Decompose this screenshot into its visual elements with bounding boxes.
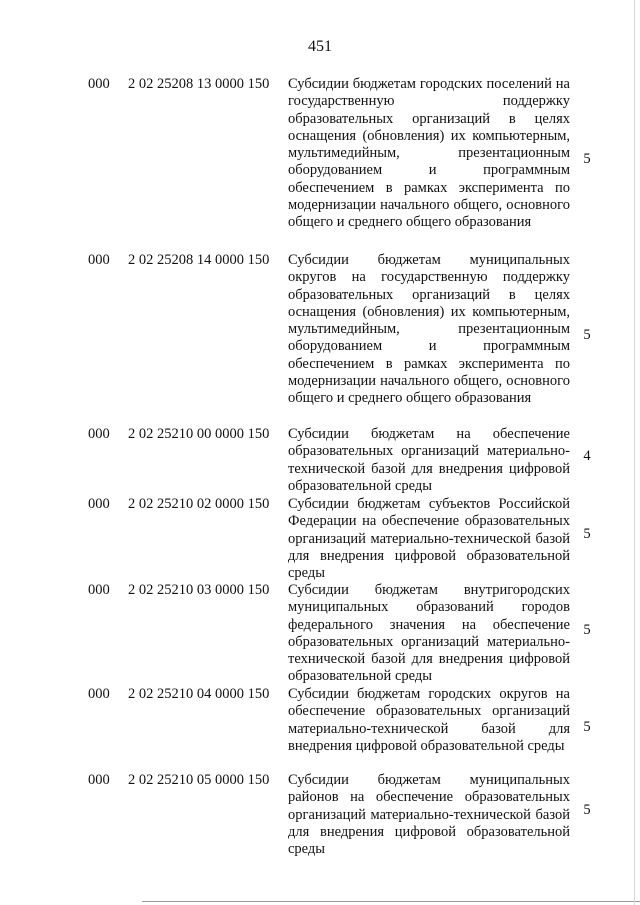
budget-classification-code: 2 02 25210 03 0000 150 [128, 582, 270, 598]
row-value: 4 [583, 448, 591, 464]
row-value: 5 [583, 622, 591, 638]
admin-code: 000 [88, 496, 110, 512]
row-value: 5 [583, 719, 591, 735]
income-name: Субсидии бюджетам муниципальных округов на государственную поддержку образовательных организаций в целях оснащения (обновления) их компьютерным, мультимедийным, презентационным оборудованием и программным обеспечением в рамках эксперимента по модернизации начального общего, основного общего и среднего общего образования [288, 252, 570, 407]
table-row [0, 76, 640, 252]
budget-classification-code: 2 02 25208 13 0000 150 [128, 76, 270, 92]
budget-classification-code: 2 02 25210 04 0000 150 [128, 686, 270, 702]
scan-edge-line [634, 0, 635, 905]
admin-code: 000 [88, 76, 110, 92]
row-value: 5 [583, 526, 591, 542]
income-name: Субсидии бюджетам муниципальных районов на обеспечение образовательных организаций материально-технической базой для внедрения цифровой образовательной среды [288, 772, 570, 858]
income-name: Субсидии бюджетам городских поселений на государственную поддержку образовательных организаций в целях оснащения (обновления) их компьютерным, мультимедийным, презентационным оборудованием и программным обеспечением в рамках эксперимента по модернизации начального общего, основного общего и среднего общего образования [288, 76, 570, 231]
scan-edge-line [142, 901, 640, 902]
budget-classification-code: 2 02 25210 05 0000 150 [128, 772, 270, 788]
table-row [0, 496, 640, 582]
income-name: Субсидии бюджетам городских округов на обеспечение образовательных организаций материально-технической базой для внедрения цифровой образовательной среды [288, 686, 570, 754]
budget-classification-code: 2 02 25210 02 0000 150 [128, 496, 270, 512]
budget-classification-code: 2 02 25210 00 0000 150 [128, 426, 270, 442]
admin-code: 000 [88, 252, 110, 268]
admin-code: 000 [88, 686, 110, 702]
table-row [0, 426, 640, 496]
income-name: Субсидии бюджетам на обеспечение образовательных организаций материально-технической базой для внедрения цифровой образовательной среды [288, 426, 570, 494]
table-row [0, 582, 640, 686]
page-number: 451 [308, 38, 332, 55]
table-row [0, 772, 640, 858]
admin-code: 000 [88, 582, 110, 598]
budget-code-table [0, 76, 640, 858]
row-value: 5 [583, 802, 591, 818]
row-value: 5 [583, 327, 591, 343]
table-row [0, 252, 640, 426]
row-value: 5 [583, 151, 591, 167]
income-name: Субсидии бюджетам внутригородских муниципальных образований городов федерального значения на обеспечение образовательных организаций материально-технической базой для внедрения цифровой образовательной среды [288, 582, 570, 685]
table-row [0, 686, 640, 772]
budget-classification-code: 2 02 25208 14 0000 150 [128, 252, 270, 268]
income-name: Субсидии бюджетам субъектов Российской Федерации на обеспечение образовательных организаций материально-технической базой для внедрения цифровой образовательной среды [288, 496, 570, 582]
admin-code: 000 [88, 772, 110, 788]
admin-code: 000 [88, 426, 110, 442]
